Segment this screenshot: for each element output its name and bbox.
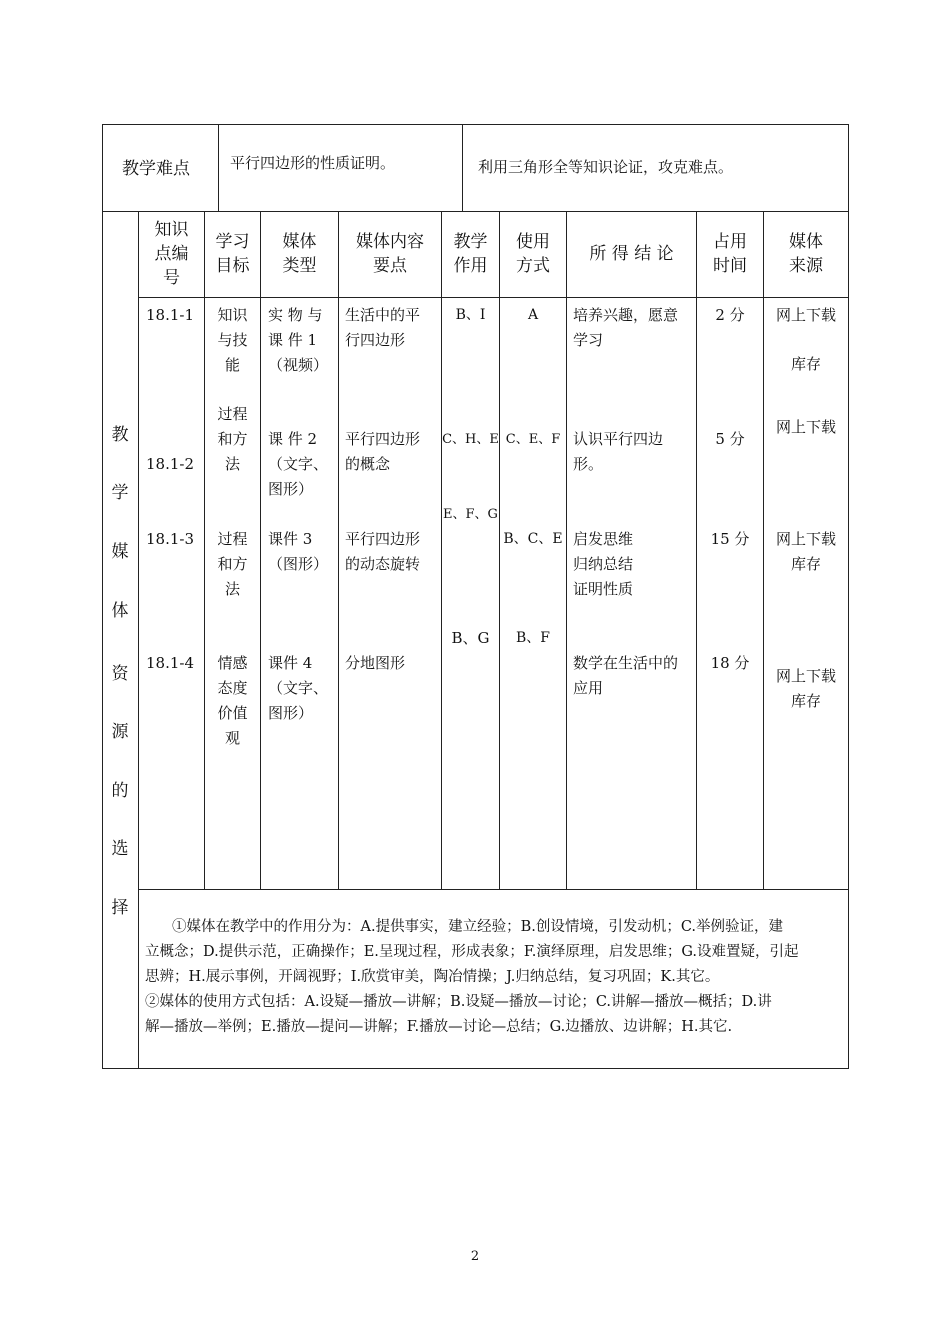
note-line: 立概念；D.提供示范，正确操作；E.呈现过程，形成表象；F.演绎原理，启发思维；G.设难置疑，引起 (145, 944, 799, 960)
media-source: 网上下载 (775, 530, 836, 548)
header-time: 占用 时间 (713, 232, 747, 276)
time-used: 2 分 (715, 306, 745, 324)
learning-goal: 知识 与技 能 (217, 306, 248, 374)
conclusion: 启发思维 归纳总结 证明性质 (573, 530, 634, 598)
media-source: 网上下载 (775, 418, 836, 436)
media-source: 库存 (790, 555, 821, 573)
media-type: 课 件 2 （文字、 图形） (268, 430, 329, 498)
learning-goal: 过程 和方 法 (217, 405, 248, 473)
side-label-char: 源 (111, 722, 129, 742)
column-divider (566, 211, 567, 890)
usage-method: B、C、E (503, 531, 563, 547)
note-line: 思辨；H.展示事例，开阔视野；I.欣赏审美，陶冶情操；J.归纳总结，复习巩固；K.其它。 (145, 969, 720, 985)
time-used: 15 分 (710, 530, 750, 548)
header-source: 媒体 来源 (789, 232, 823, 276)
teaching-role: B、G (451, 629, 490, 647)
media-content: 分地图形 (345, 654, 406, 672)
difficulty-content: 平行四边形的性质证明。 (230, 154, 396, 172)
media-source: 库存 (790, 355, 821, 373)
header-divider (138, 297, 849, 298)
media-source: 网上下载 (775, 667, 836, 685)
notes-divider (138, 889, 849, 890)
side-label-char: 教 (111, 425, 129, 445)
conclusion: 培养兴趣，愿意 学习 (573, 306, 679, 349)
knowledge-id: 18.1-4 (146, 654, 195, 672)
media-type: 实 物 与 课 件 1 （视频） (268, 306, 329, 374)
media-type: 课件 4 （文字、 图形） (268, 654, 329, 722)
media-source: 库存 (790, 692, 821, 710)
usage-method: B、F (515, 630, 550, 646)
column-divider (338, 211, 339, 890)
table-border-top (102, 124, 849, 125)
notes (145, 915, 845, 1040)
side-label-char: 学 (111, 483, 129, 503)
page-number: 2 (470, 1249, 480, 1264)
header-media-type: 媒体 类型 (282, 232, 317, 276)
top-row-divider (218, 124, 219, 212)
media-type: 课件 3 （图形） (268, 530, 329, 573)
learning-goal: 情感 态度 价值 观 (217, 654, 248, 747)
usage-method: C、E、F (505, 432, 561, 447)
difficulty-label: 教学难点 (122, 159, 190, 179)
teaching-role: C、H、E (442, 432, 499, 447)
teaching-role: B、I (455, 307, 486, 323)
conclusion: 数学在生活中的 应用 (573, 654, 679, 697)
header-knowledge-id: 知识 点编 号 (154, 220, 189, 288)
side-label-char: 媒 (111, 542, 129, 562)
conclusion: 认识平行四边 形。 (573, 430, 664, 473)
note-line: ①媒体在教学中的作用分为：A.提供事实，建立经验；B.创设情境，引发动机；C.举例验证，建 (172, 919, 784, 935)
knowledge-id: 18.1-3 (146, 530, 195, 548)
header-teaching-role: 教学 作用 (453, 232, 488, 276)
side-label-char: 资 (111, 664, 129, 684)
header-media-content: 媒体内容 要点 (356, 232, 424, 276)
teaching-role: E、F、G (443, 507, 498, 522)
side-label-char: 的 (111, 781, 129, 801)
media-source: 网上下载 (775, 306, 836, 324)
media-content: 平行四边形 的动态旋转 (345, 530, 421, 573)
column-divider (260, 211, 261, 890)
knowledge-id: 18.1-2 (146, 455, 195, 473)
time-used: 5 分 (715, 430, 745, 448)
side-label-char: 择 (111, 898, 129, 918)
difficulty-approach: 利用三角形全等知识论证，攻克难点。 (478, 158, 734, 176)
learning-goal: 过程 和方 法 (217, 530, 248, 598)
table-border-right (848, 124, 849, 1069)
table-border-bottom (102, 1068, 849, 1069)
media-content: 生活中的平 行四边形 (345, 306, 421, 349)
side-label-divider (138, 211, 139, 1069)
knowledge-id: 18.1-1 (146, 306, 195, 324)
time-used: 18 分 (710, 654, 750, 672)
usage-method: A (527, 307, 539, 323)
note-line: ②媒体的使用方式包括：A.设疑—播放—讲解；B.设疑—播放—讨论；C.讲解—播放—概括；D.讲 (145, 994, 772, 1010)
side-label-char: 体 (111, 601, 129, 621)
note-line: 解—播放—举例；E.播放—提问—讲解；F.播放—讨论—总结；G.边播放、边讲解；H.其它. (145, 1019, 733, 1035)
header-conclusion: 所 得 结 论 (589, 244, 674, 264)
header-goal: 学习 目标 (215, 232, 250, 276)
row-divider (102, 211, 849, 212)
media-content: 平行四边形 的概念 (345, 430, 421, 473)
header-usage: 使用 方式 (516, 232, 550, 276)
top-row-divider (462, 124, 463, 212)
side-label-char: 选 (111, 839, 129, 859)
